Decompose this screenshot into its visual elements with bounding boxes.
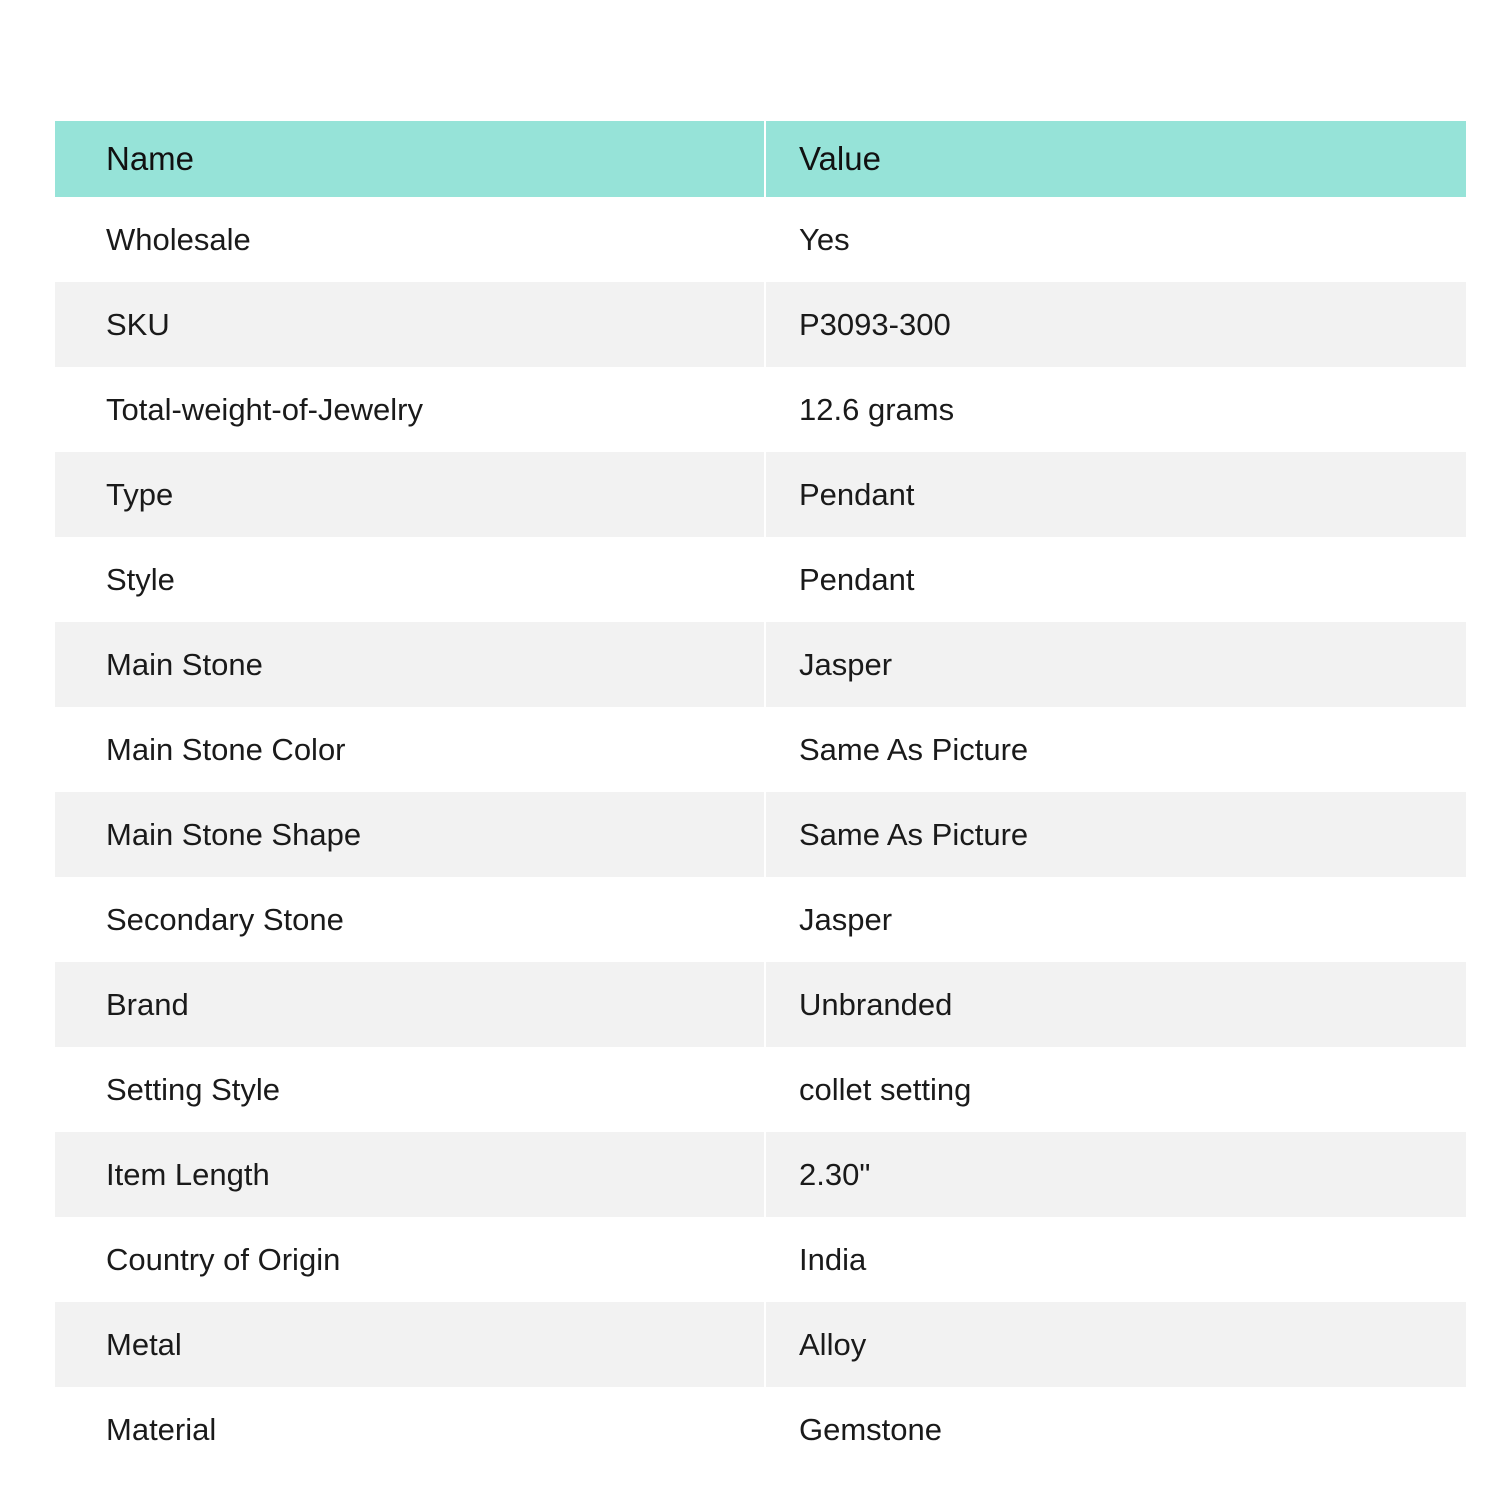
- table-row: [55, 197, 1466, 282]
- row-name-cell: Material: [55, 1387, 766, 1472]
- row-name-cell: Country of Origin: [55, 1217, 766, 1302]
- row-value-cell: collet setting: [799, 1071, 972, 1107]
- row-name-cell: Secondary Stone: [55, 877, 766, 962]
- table-row: [55, 792, 1466, 877]
- row-value-cell: P3093-300: [799, 306, 951, 342]
- row-name-cell: Style: [55, 537, 766, 622]
- row-name-cell: Total-weight-of-Jewelry: [55, 367, 766, 452]
- row-value-cell: India: [799, 1241, 867, 1277]
- column-header-value: Value: [799, 140, 881, 177]
- row-value-cell: Pendant: [799, 561, 915, 597]
- row-value-cell: Unbranded: [799, 986, 953, 1022]
- table-row: [55, 962, 1466, 1047]
- row-name-cell: Main Stone: [55, 622, 766, 707]
- row-name-cell: Metal: [55, 1302, 766, 1387]
- row-value-cell: Pendant: [799, 476, 915, 512]
- table-row: [55, 537, 1466, 622]
- table-header-row: [55, 121, 1466, 197]
- row-name-cell: Wholesale: [55, 197, 766, 282]
- row-value-cell: Jasper: [799, 901, 893, 937]
- table-row: [55, 1047, 1466, 1132]
- table-row: [55, 1387, 1466, 1472]
- row-name-cell: Setting Style: [55, 1047, 766, 1132]
- table-row: [55, 282, 1466, 367]
- table-row: [55, 707, 1466, 792]
- row-name-cell: Brand: [55, 962, 766, 1047]
- spec-table: [55, 121, 1466, 1472]
- row-value-cell: Gemstone: [799, 1411, 943, 1447]
- row-name-cell: Item Length: [55, 1132, 766, 1217]
- row-value-cell: Jasper: [799, 646, 893, 682]
- row-value-cell: 12.6 grams: [799, 391, 955, 427]
- table-row: [55, 622, 1466, 707]
- row-value-cell: 2.30": [799, 1156, 871, 1192]
- row-value-cell: Alloy: [799, 1326, 867, 1362]
- row-value-cell: Yes: [799, 221, 850, 257]
- table-row: [55, 1217, 1466, 1302]
- row-value-cell: Same As Picture: [799, 816, 1029, 852]
- row-name-cell: Main Stone Shape: [55, 792, 766, 877]
- row-name-cell: SKU: [55, 282, 766, 367]
- table-row: [55, 877, 1466, 962]
- row-name-cell: Main Stone Color: [55, 707, 766, 792]
- table-row: [55, 1132, 1466, 1217]
- row-name-cell: Type: [55, 452, 766, 537]
- table-row: [55, 367, 1466, 452]
- table-row: [55, 1302, 1466, 1387]
- table-row: [55, 452, 1466, 537]
- column-header-name: Name: [55, 121, 766, 197]
- row-value-cell: Same As Picture: [799, 731, 1029, 767]
